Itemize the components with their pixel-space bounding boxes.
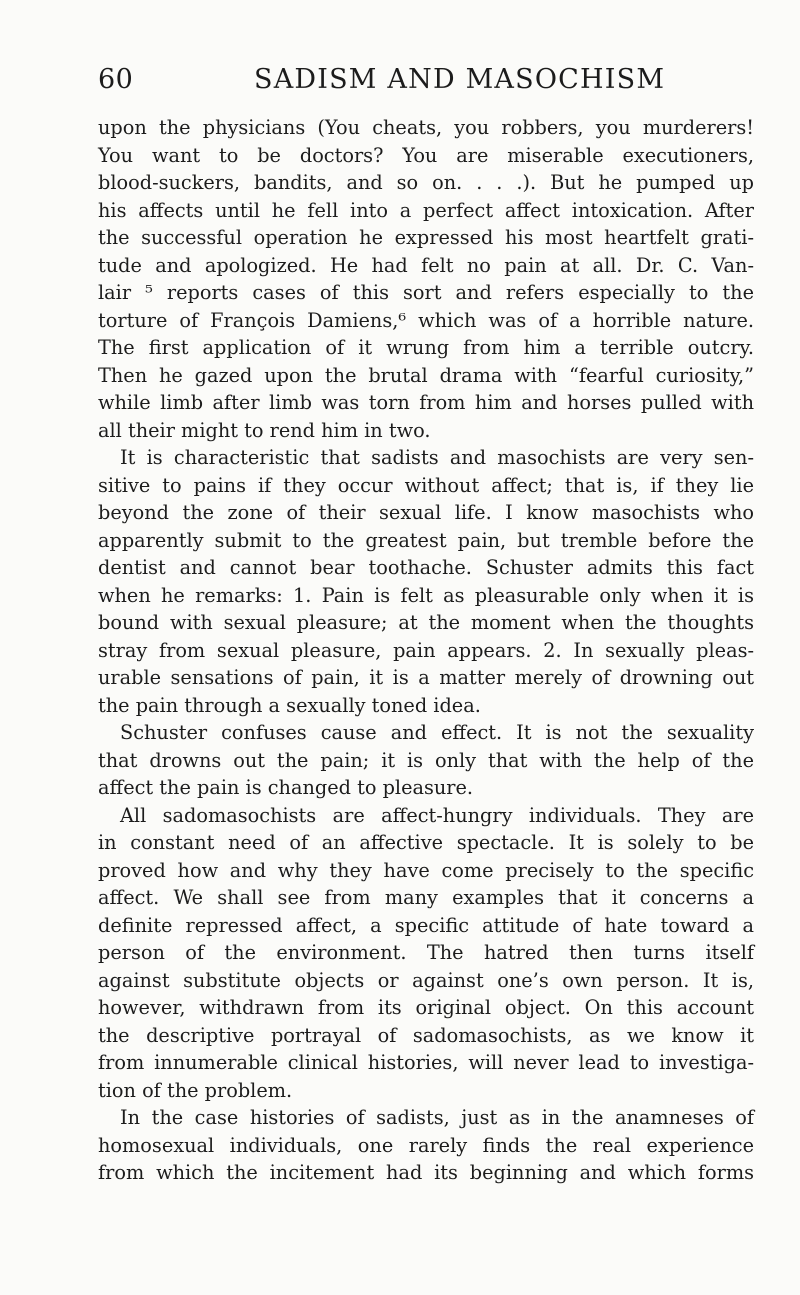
text-line: homosexual individuals, one rarely finds the real experience <box>98 1133 754 1157</box>
text-line: tion of the problem. <box>98 1078 293 1102</box>
text-line: definite repressed affect, a specific attitude of hate toward a <box>98 913 754 937</box>
text-line: that drowns out the pain; it is only that with the help of the <box>98 748 754 772</box>
text-line: Schuster confuses cause and effect. It is not the sexuality <box>120 721 754 744</box>
text-line: sitive to pains if they occur without affect; that is, if they lie <box>98 473 754 497</box>
text-line: upon the physicians (You cheats, you robbers, you murderers! <box>98 116 754 139</box>
text-line: in constant need of an affective spectacle. It is solely to be <box>98 831 754 854</box>
text-line: tude and apologized. He had felt no pain at all. Dr. C. Van- <box>98 253 754 277</box>
text-line: the pain through a sexually toned idea. <box>98 693 481 717</box>
text-line: while limb after limb was torn from him and horses pulled with <box>98 391 754 414</box>
body-text <box>98 114 754 1187</box>
text-line: affect the pain is changed to pleasure. <box>98 776 474 799</box>
text-line: person of the environment. The hatred then turns itself <box>98 941 754 964</box>
text-line: Then he gazed upon the brutal drama with “fearful curiosity,” <box>98 363 754 387</box>
running-head: SADISM AND MASOCHISM <box>254 64 666 95</box>
text-line: You want to be doctors? You are miserable executioners, <box>98 143 754 167</box>
text-line: In the case histories of sadists, just as in the anamneses of <box>120 1106 754 1129</box>
text-line: bound with sexual pleasure; at the moment when the thoughts <box>98 611 754 634</box>
text-line: when he remarks: 1. Pain is felt as pleasurable only when it is <box>98 583 754 607</box>
text-line: It is characteristic that sadists and masochists are very sen- <box>120 446 754 469</box>
text-line: urable sensations of pain, it is a matter merely of drowning out <box>98 666 754 689</box>
text-line: affect. We shall see from many examples that it concerns a <box>98 886 754 909</box>
text-line: the descriptive portrayal of sadomasochists, as we know it <box>98 1023 754 1047</box>
text-line: the successful operation he expressed his most heartfelt grati- <box>98 226 754 249</box>
text-line: dentist and cannot bear toothache. Schuster admits this fact <box>98 556 754 579</box>
text-line: against substitute objects or against one’s own person. It is, <box>98 968 754 992</box>
text-line: all their might to rend him in two. <box>98 418 431 442</box>
text-line: blood-suckers, bandits, and so on. . . .). But he pumped up <box>98 171 754 194</box>
text-line: The first application of it wrung from him a terrible outcry. <box>98 336 754 359</box>
text-line: from which the incitement had its beginning and which forms <box>98 1161 754 1184</box>
text-line: stray from sexual pleasure, pain appears. 2. In sexually pleas- <box>98 638 754 662</box>
text-line: however, withdrawn from its original object. On this account <box>98 996 754 1019</box>
page-number: 60 <box>98 64 134 95</box>
text-line: All sadomasochists are affect-hungry individuals. They are <box>120 803 754 827</box>
text-line: his affects until he fell into a perfect affect intoxication. After <box>98 198 754 222</box>
text-line: beyond the zone of their sexual life. I know masochists who <box>98 501 754 524</box>
text-line: apparently submit to the greatest pain, but tremble before the <box>98 528 754 552</box>
page-header <box>96 64 736 104</box>
text-line: from innumerable clinical histories, will never lead to investiga- <box>98 1051 754 1074</box>
text-line: proved how and why they have come precisely to the specific <box>98 858 754 882</box>
text-line: lair ⁵ reports cases of this sort and refers especially to the <box>98 281 754 304</box>
text-line: torture of François Damiens,⁶ which was of a horrible nature. <box>98 308 754 332</box>
